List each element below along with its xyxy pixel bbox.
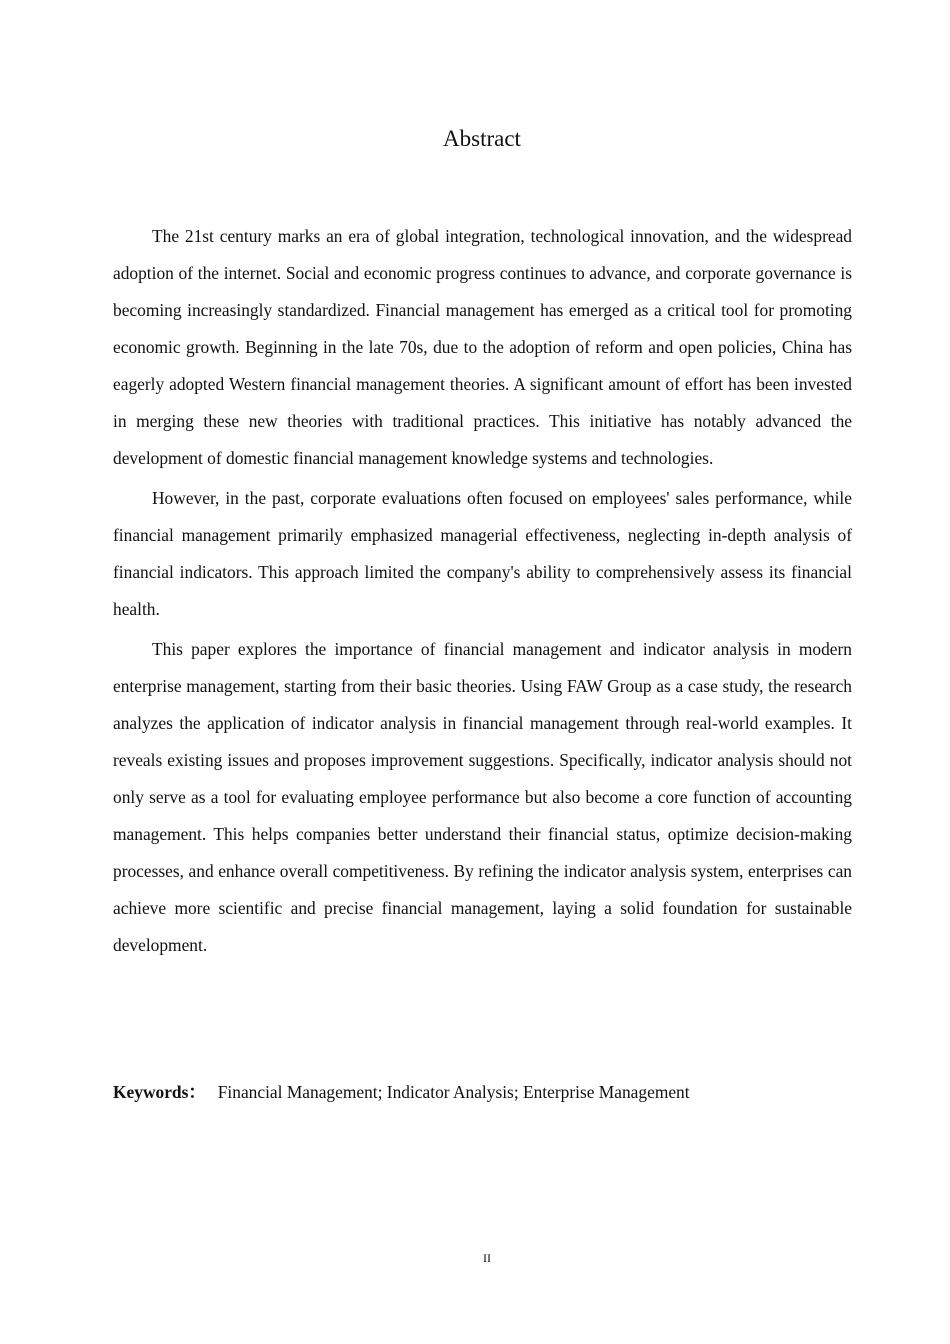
abstract-paragraph-1: The 21st century marks an era of global integration, technological innovation, and the widespread adoption of the internet. Social and economic progress continues to advance, and corporate governance is becoming increasingly standardized. Financial management has emerged as a critical tool for promoting economic growth. Beginning in the late 70s, due to the adoption of reform and open policies, China has eagerly adopted Western financial management theories. A significant amount of effort has been invested in merging these new theories with traditional practices. This initiative has notably advanced the development of domestic financial management knowledge systems and technologies. xyxy=(113,226,852,468)
abstract-title: Abstract xyxy=(443,126,521,151)
keywords-label: Keywords xyxy=(113,1082,189,1102)
keywords-line xyxy=(113,1077,690,1107)
keywords-colon: ： xyxy=(188,1082,206,1102)
abstract-paragraph-2: However, in the past, corporate evaluations often focused on employees' sales performance, while financial management primarily emphasized managerial effectiveness, neglecting in-depth analysis of financial indicators. This approach limited the company's ability to comprehensively assess its financial health. xyxy=(113,488,852,619)
keywords-value: Financial Management; Indicator Analysis; Enterprise Management xyxy=(217,1082,690,1102)
page-number: II xyxy=(483,1251,491,1265)
abstract-paragraph-3: This paper explores the importance of financial management and indicator analysis in modern enterprise management, starting from their basic theories. Using FAW Group as a case study, the research analyzes the application of indicator analysis in financial management through real-world examples. It reveals existing issues and proposes improvement suggestions. Specifically, indicator analysis should not only serve as a tool for evaluating employee performance but also become a core function of accounting management. This helps companies better understand their financial status, optimize decision-making processes, and enhance overall competitiveness. By refining the indicator analysis system, enterprises can achieve more scientific and precise financial management, laying a solid foundation for sustainable development. xyxy=(113,639,852,955)
abstract-body xyxy=(113,218,852,967)
